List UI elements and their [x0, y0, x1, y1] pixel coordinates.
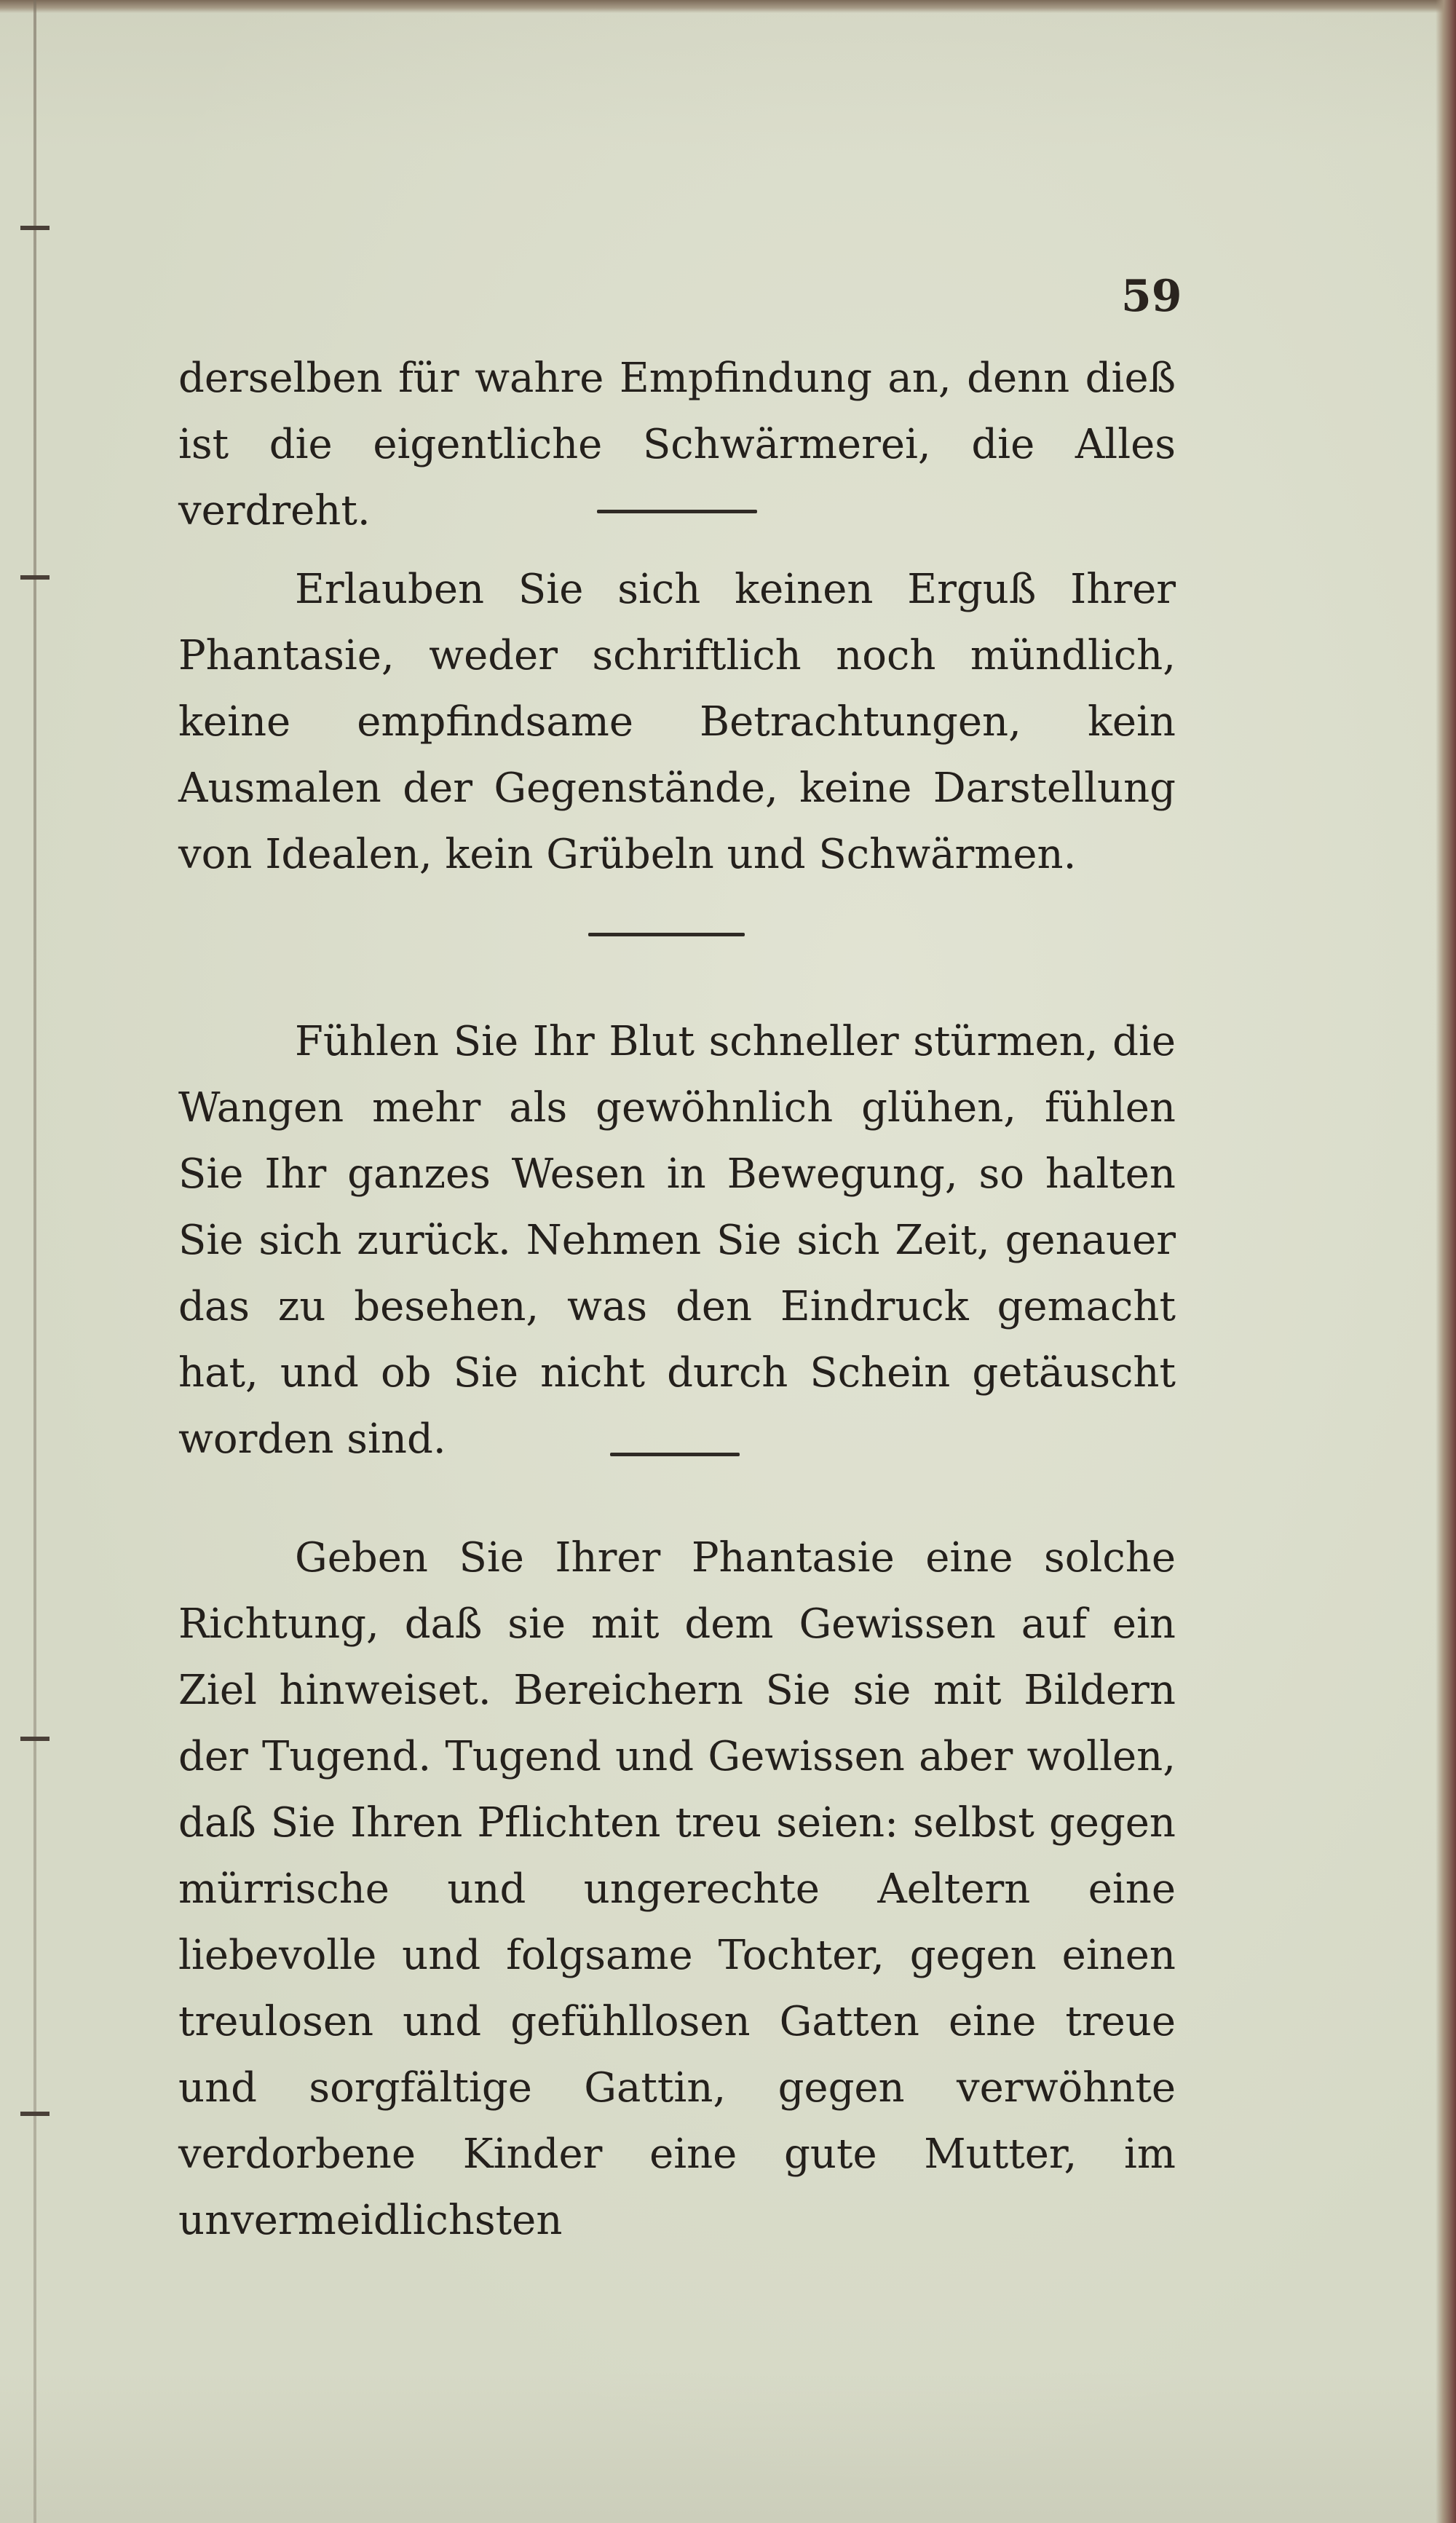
binding-mark — [20, 1737, 50, 1741]
paragraph: Geben Sie Ihrer Phantasie eine solche Richtung, daß sie mit dem Gewissen auf ein Ziel hinweiset. Bereichern Sie sie mit Bildern der Tugend. Tugend und Gewissen aber wollen, daß Sie Ihren Pflichten treu seien: selbst gegen mürrische und ungerechte Aeltern eine liebevolle und folgsame Tochter, gegen einen treulosen und gefühllosen Gatten eine treue und sorgfältige Gattin, gegen verwöhnte verdorbene Kinder eine gute Mutter, im unvermeidlichsten — [178, 1534, 1176, 2244]
page-number: 59 — [1121, 271, 1182, 322]
paragraph: Erlauben Sie sich keinen Erguß Ihrer Phantasie, weder schriftlich noch mündlich, keine empfindsame Betrachtungen, kein Ausmalen der Gegenstände, keine Darstellung von Idealen, kein Grübeln und Schwärmen. — [178, 566, 1176, 878]
page-top-edge — [0, 0, 1456, 13]
binding-mark — [20, 575, 50, 580]
binding-mark — [20, 2112, 50, 2116]
paragraph-continuation: derselben für wahre Empfindung an, denn dieß ist die eigentliche Schwärmerei, die Alles verdreht. — [178, 355, 1176, 534]
page-right-edge — [1436, 0, 1456, 2523]
paragraph: Fühlen Sie Ihr Blut schneller stürmen, die Wangen mehr als gewöhnlich glühen, fühlen Sie Ihr ganzes Wesen in Bewegung, so halten Sie sich zurück. Nehmen Sie sich Zeit, genauer das zu besehen, was den Eindruck gemacht hat, und ob Sie nicht durch Schein getäuscht worden sind. — [178, 1018, 1176, 1463]
binding-gutter — [33, 0, 36, 2523]
section-divider — [597, 510, 757, 513]
section-divider — [588, 933, 745, 936]
section-divider — [610, 1453, 740, 1456]
binding-mark — [20, 226, 50, 230]
